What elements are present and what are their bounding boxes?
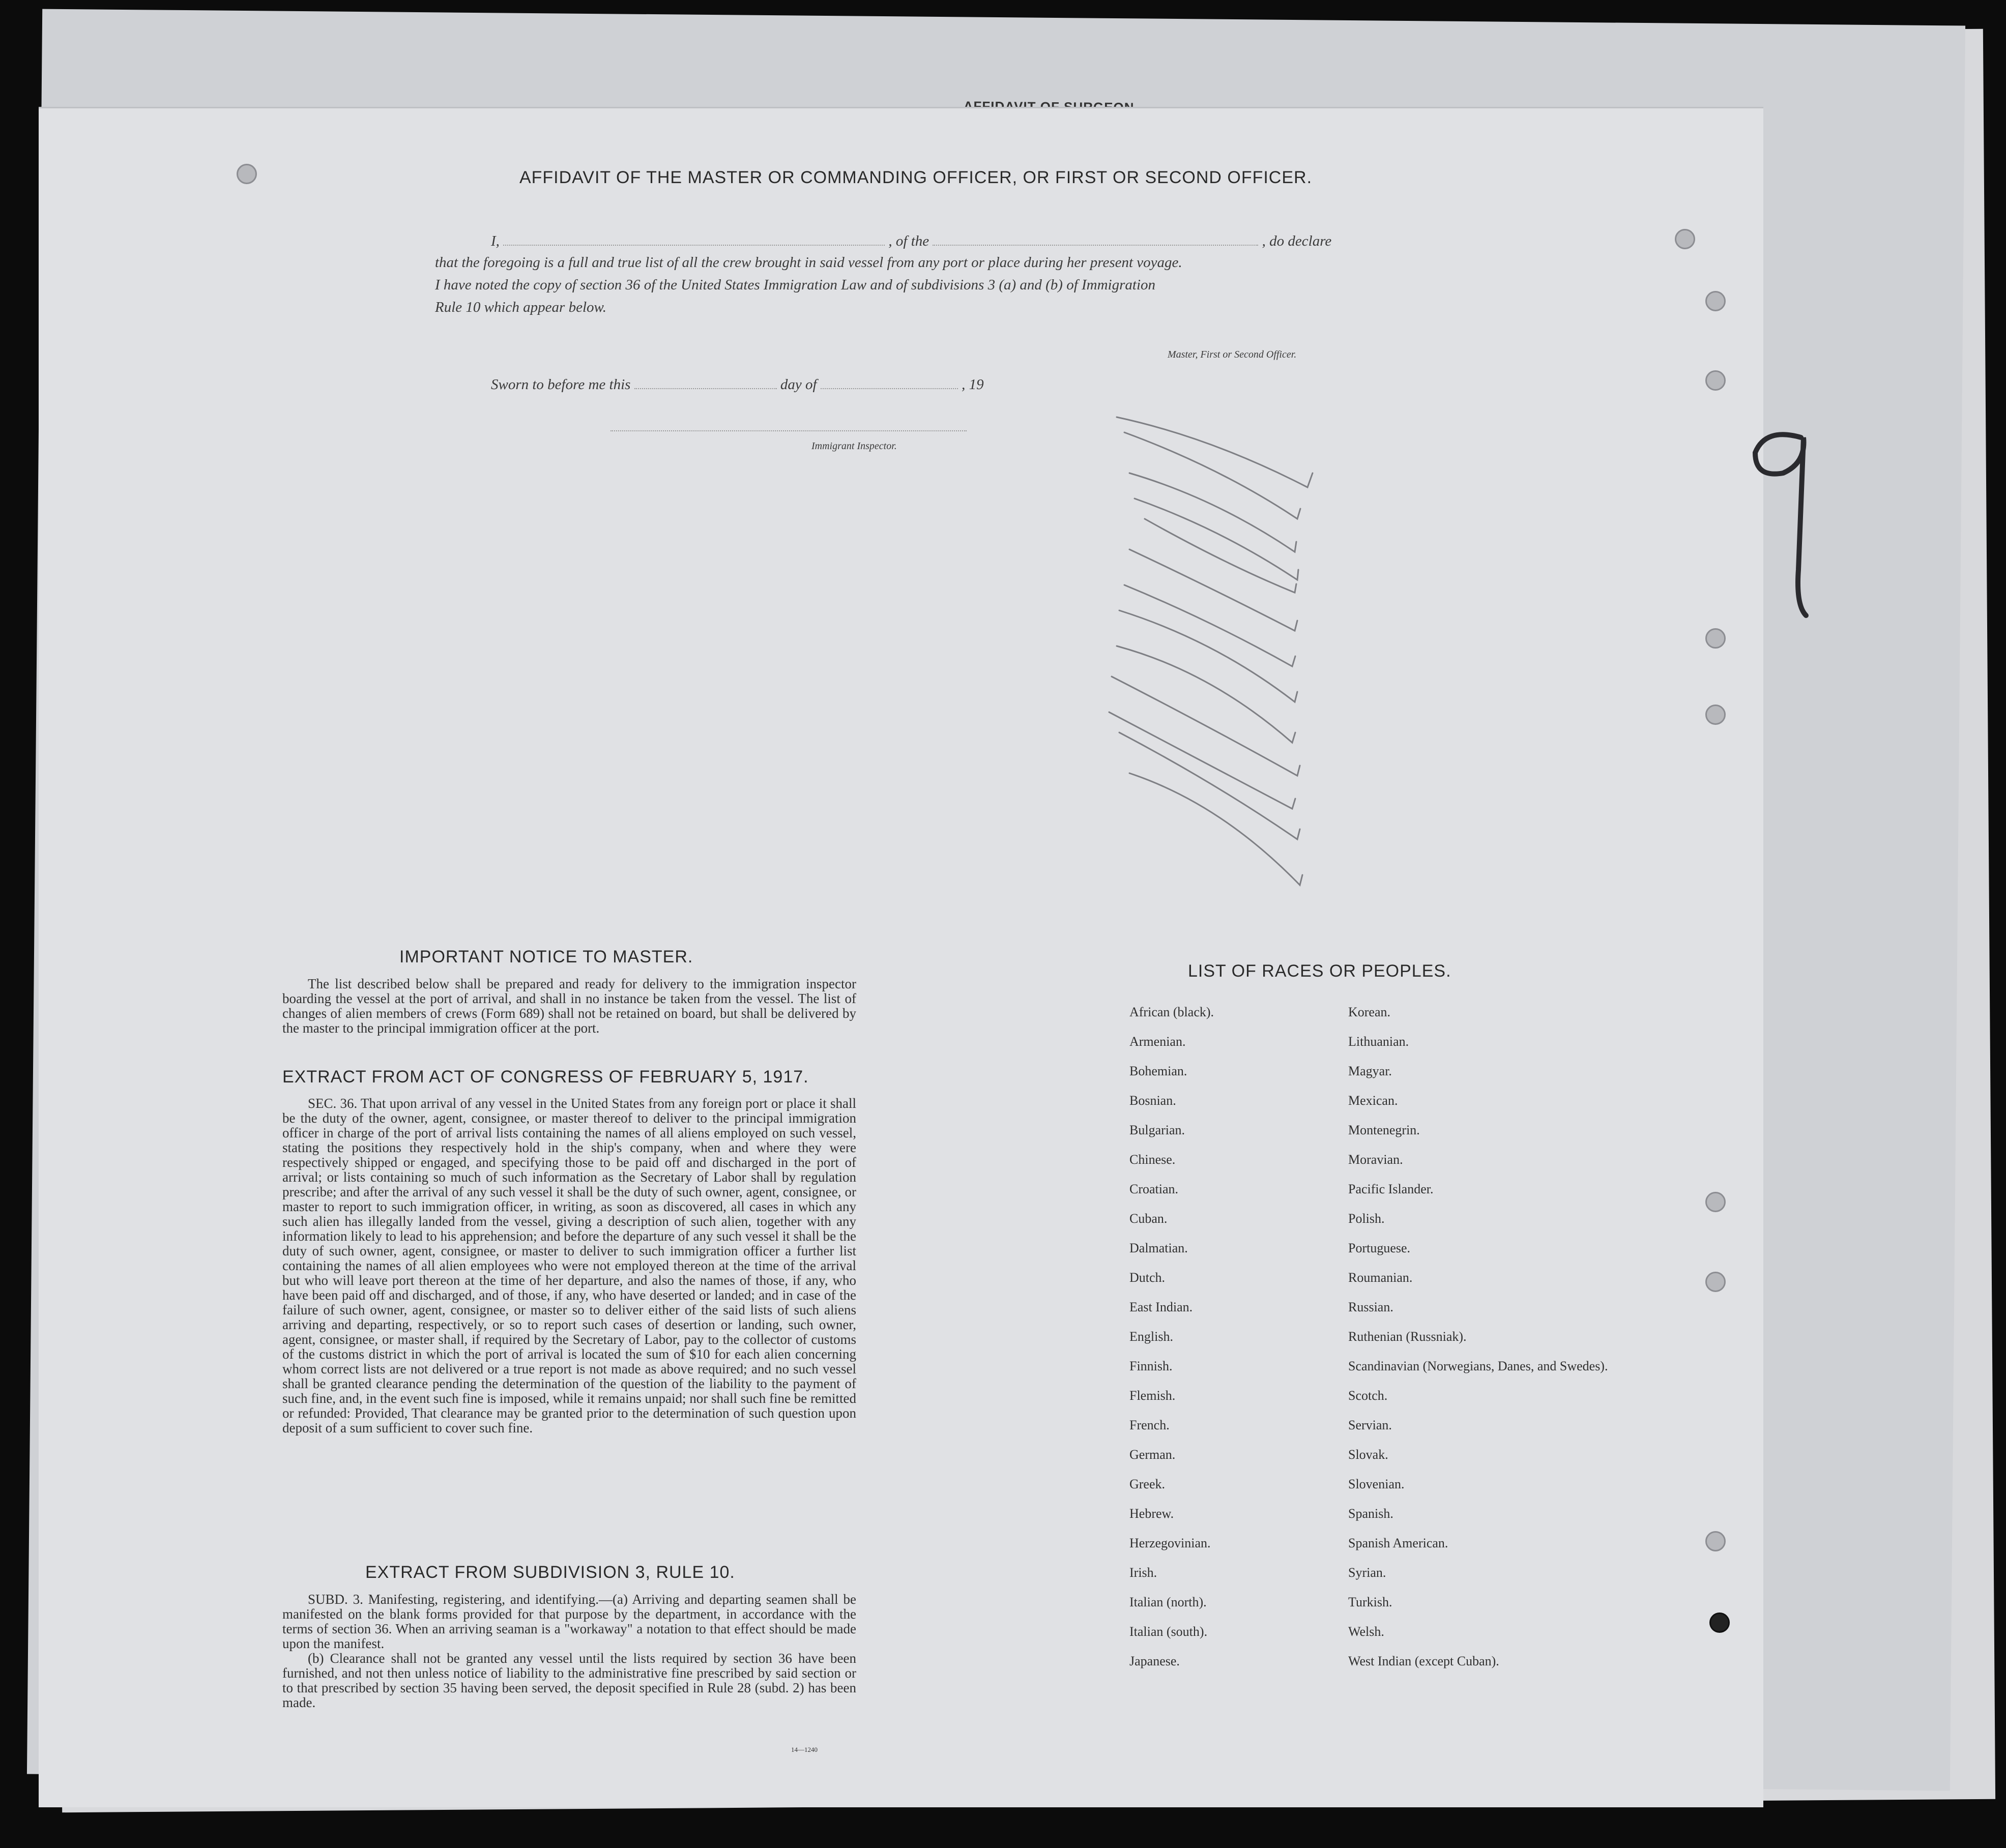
race-item: Magyar.: [1348, 1064, 1392, 1078]
sworn-year: , 19: [962, 376, 984, 393]
race-item: Herzegovinian.: [1129, 1536, 1211, 1550]
sworn-month-blank: [821, 388, 958, 389]
punch-hole: [1705, 1531, 1726, 1551]
affidavit-text-line-2: that the foregoing is a full and true list of all the crew brought in said vessel from any port or place during her present voyage.: [435, 254, 1182, 271]
race-item: Servian.: [1348, 1418, 1392, 1432]
race-item: Finnish.: [1129, 1359, 1173, 1373]
punch-hole: [1705, 1192, 1726, 1212]
act-extract-paragraph: SEC. 36. That upon arrival of any vessel in the United States from any foreign port or place it shall be the duty of the owner, agent, consignee, or master thereof to deliver to the principal immigration officer in charge of the port of arrival lists containing the names of all aliens employed on such vessel, stating the positions they respectively hold in the ship's company, when and where they were respectively shipped or engaged, and specifying those to be paid off and discharged in the port of arrival; or lists containing so much of such information as the Secretary of Labor shall by regulation prescribe; and after the arrival of any such vessel it shall be the duty of such owner, agent, consignee, or master to report to such immigration officer, in writing, as soon as discovered, all cases in which any such alien has illegally landed from the vessel, giving a description of such alien, together with any information likely to lead to his apprehension; and before the departure of any such vessel it shall be the duty of such owner, agent, consignee, or master to deliver to such immigration officer a further list containing the names of all alien employees who were not employed thereon at the time of the arrival but who will leave port thereon at the time of her departure, and also the names of those, if any, who have been paid off and discharged, and of those, if any, who have deserted or landed; and in case of the failure of such owner, agent, consignee, or master so to deliver either of the said lists of such aliens arriving and departing, respectively, or so to report such cases of desertion or landing, such owner, agent, consignee, or master shall, if required by the Secretary of Labor, pay to the collector of customs of the customs district in which the port of arrival is located the sum of $10 for each alien concerning whom correct lists are not delivered or a true report is not made as above required; and no such vessel shall be granted clearance pending the determination of the question of the liability to the payment of such fine, and, in the event such fine is imposed, while it remains unpaid; nor shall such fine be remitted or refunded: Provided, That clearance may be granted prior to the determination of such question upon deposit of a sum sufficient to cover such fine.: [282, 1096, 856, 1435]
race-item: Spanish American.: [1348, 1536, 1448, 1550]
race-item: Pacific Islander.: [1348, 1182, 1434, 1196]
race-item: Syrian.: [1348, 1565, 1386, 1580]
race-item: Spanish.: [1348, 1506, 1393, 1521]
race-item: Bohemian.: [1129, 1064, 1187, 1078]
race-item: Greek.: [1129, 1477, 1166, 1491]
vessel-prefix: , of the: [888, 233, 929, 249]
rule-extract-title: EXTRACT FROM SUBDIVISION 3, RULE 10.: [365, 1563, 735, 1582]
punch-hole: [1705, 705, 1726, 725]
race-item: West Indian (except Cuban).: [1348, 1654, 1499, 1668]
race-item: Polish.: [1348, 1211, 1385, 1226]
rule-extract-text: [282, 1592, 856, 1710]
race-item: Moravian.: [1348, 1152, 1403, 1167]
race-item: Welsh.: [1348, 1624, 1384, 1639]
affidavit-title: AFFIDAVIT OF THE MASTER OR COMMANDING OFFICER, OR FIRST OR SECOND OFFICER.: [519, 168, 1313, 187]
race-item: Italian (north).: [1129, 1595, 1207, 1609]
punch-hole: [237, 164, 257, 184]
race-item: Montenegrin.: [1348, 1123, 1420, 1137]
notice-title: IMPORTANT NOTICE TO MASTER.: [399, 947, 693, 966]
act-extract-title: EXTRACT FROM ACT OF CONGRESS OF FEBRUARY 5, 1917.: [282, 1067, 809, 1087]
race-item: Turkish.: [1348, 1595, 1392, 1609]
race-item: Roumanian.: [1348, 1270, 1413, 1285]
race-item: Irish.: [1129, 1565, 1157, 1580]
race-item: East Indian.: [1129, 1300, 1193, 1314]
form-number: 14—1240: [791, 1746, 818, 1753]
pencil-check-marks: [1068, 397, 1353, 966]
sworn-prefix: Sworn to before me this: [491, 376, 631, 393]
act-extract-text: [282, 1096, 856, 1435]
race-item: Slovenian.: [1348, 1477, 1405, 1491]
races-right-column: [1348, 1006, 1608, 1685]
race-item: Bosnian.: [1129, 1093, 1176, 1108]
punch-hole: [1709, 1612, 1730, 1633]
inspector-signature-blank: [610, 430, 967, 431]
race-item: Lithuanian.: [1348, 1034, 1409, 1049]
race-item: Cuban.: [1129, 1211, 1168, 1226]
rule-extract-paragraph-b: (b) Clearance shall not be granted any vessel until the lists required by section 36 have been furnished, and not then unless notice of liability to the administrative fine prescribed by said section or to that prescribed by section 35 having been served, the deposit specified in Rule 28 (subd. 2) has been made.: [282, 1651, 856, 1710]
punch-hole: [1705, 291, 1726, 311]
race-item: Korean.: [1348, 1005, 1391, 1019]
race-item: African (black).: [1129, 1005, 1214, 1019]
race-item: Scandinavian (Norwegians, Danes, and Swedes).: [1348, 1359, 1608, 1373]
declare-suffix: , do declare: [1262, 233, 1332, 249]
punch-hole: [1705, 628, 1726, 649]
race-item: Russian.: [1348, 1300, 1393, 1314]
race-item: Chinese.: [1129, 1152, 1176, 1167]
rule-extract-paragraph-a: SUBD. 3. Manifesting, registering, and identifying.—(a) Arriving and departing seamen shall be manifested on the blank forms provided for that purpose by the department, in accordance with the terms of section 36. When an arriving seaman is a "workaway" a notation to that effect should be made upon the manifest.: [282, 1592, 856, 1651]
sworn-line: [491, 376, 984, 393]
races-left-column: [1129, 1006, 1214, 1685]
race-item: Hebrew.: [1129, 1506, 1174, 1521]
race-item: Ruthenian (Russniak).: [1348, 1329, 1467, 1344]
sworn-day-of: day of: [780, 376, 817, 393]
handwritten-page-number: [1745, 422, 1826, 626]
races-title: LIST OF RACES OR PEOPLES.: [1188, 961, 1451, 981]
affidavit-text-line-4: Rule 10 which appear below.: [435, 299, 606, 315]
signature-label: Master, First or Second Officer.: [1168, 349, 1297, 360]
race-item: Slovak.: [1348, 1447, 1388, 1462]
race-item: Scotch.: [1348, 1388, 1388, 1403]
race-item: English.: [1129, 1329, 1173, 1344]
race-item: Italian (south).: [1129, 1624, 1208, 1639]
affidavit-declaration-line: [491, 233, 1331, 250]
notice-text: [282, 977, 856, 1036]
punch-hole: [1705, 370, 1726, 391]
affidavit-text-line-3: I have noted the copy of section 36 of the United States Immigration Law and of subdivisions 3 (a) and (b) of Immigration: [435, 277, 1156, 293]
race-item: Bulgarian.: [1129, 1123, 1185, 1137]
race-item: German.: [1129, 1447, 1176, 1462]
notice-paragraph: The list described below shall be prepared and ready for delivery to the immigration inspector boarding the vessel at the port of arrival, and shall in no instance be taken from the vessel. The list of changes of alien members of crews (Form 689) shall not be retained on board, but shall be delivered by the master to the principal immigration officer at the port.: [282, 976, 856, 1036]
race-item: Dalmatian.: [1129, 1241, 1188, 1255]
declarant-name-blank: [503, 244, 885, 246]
punch-hole: [1675, 229, 1695, 249]
race-item: Armenian.: [1129, 1034, 1186, 1049]
race-item: Flemish.: [1129, 1388, 1176, 1403]
race-item: Dutch.: [1129, 1270, 1166, 1285]
race-item: Japanese.: [1129, 1654, 1180, 1668]
vessel-name-blank: [933, 244, 1258, 246]
race-item: French.: [1129, 1418, 1170, 1432]
race-item: Portuguese.: [1348, 1241, 1411, 1255]
race-item: Croatian.: [1129, 1182, 1179, 1196]
declarant-prefix: I,: [491, 233, 500, 249]
punch-hole: [1705, 1272, 1726, 1292]
race-item: Mexican.: [1348, 1093, 1398, 1108]
inspector-label: Immigrant Inspector.: [811, 441, 897, 452]
sworn-day-blank: [634, 388, 777, 389]
